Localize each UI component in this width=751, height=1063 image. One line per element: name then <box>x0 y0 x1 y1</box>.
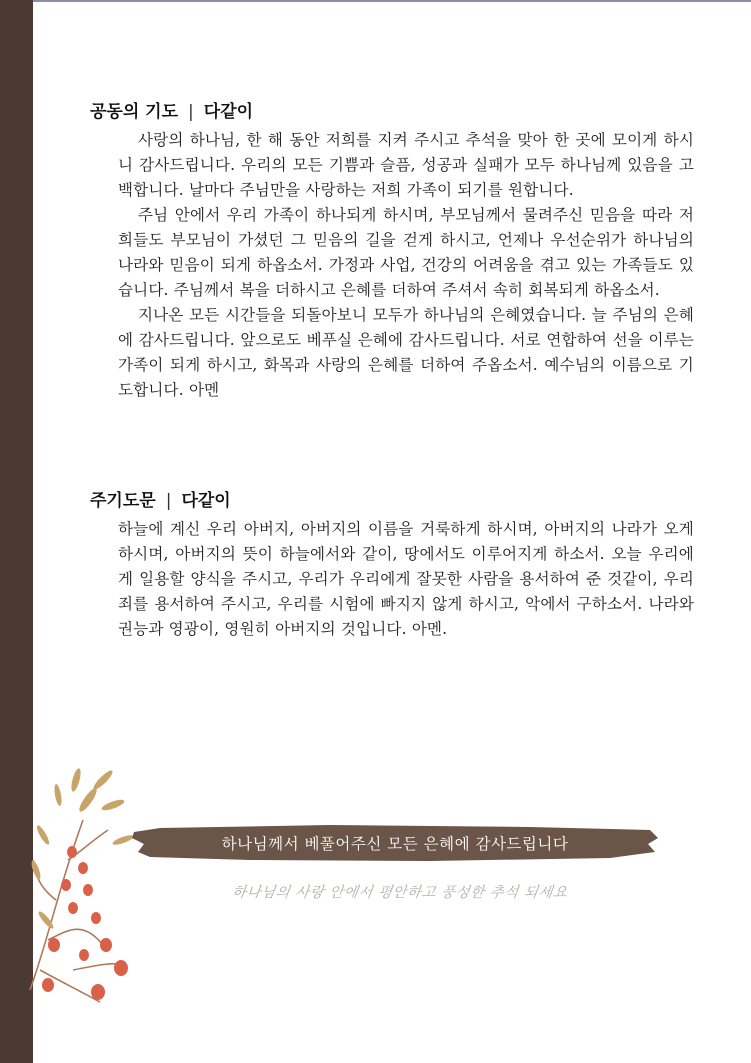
chuseok-greeting-script: 하나님의 사랑 안에서 평안하고 풍성한 추석 되세요 <box>231 884 569 901</box>
common-prayer-paragraph-1: 사랑의 하나님, 한 해 동안 저희를 지켜 주시고 추석을 맞아 한 곳에 모이게 하시니 감사드립니다. 우리의 모든 기쁨과 슬픔, 성공과 실패가 모두 하나님께 있음을 고백합니다. 날마다 주님만을 사랑하는 저희 가족이 되기를 원합니다. <box>118 131 694 199</box>
lords-prayer-section <box>90 486 694 642</box>
berry-branch-decoration <box>28 740 138 1010</box>
heading-separator: | <box>188 102 194 122</box>
banner-text: 하나님께서 베풀어주신 모든 은혜에 감사드립니다 <box>221 835 569 853</box>
thanks-banner <box>130 822 660 864</box>
common-prayer-body <box>118 128 694 403</box>
lords-prayer-body <box>118 517 694 642</box>
lords-prayer-title: 주기도문 <box>90 491 156 511</box>
top-border-line <box>0 0 751 2</box>
lords-prayer-heading <box>90 486 694 511</box>
common-prayer-subtitle: 다같이 <box>203 102 254 122</box>
lords-prayer-paragraph: 하늘에 계신 우리 아버지, 아버지의 이름을 거룩하게 하시며, 아버지의 나라가 오게 하시며, 아버지의 뜻이 하늘에서와 같이, 땅에서도 이루어지게 하소서. 오늘 우리에게 일용할 양식을 주시고, 우리가 우리에게 잘못한 사람을 용서하여 준 것같이, 우리 죄를 용서하여 주시고, 우리를 시험에 빠지지 않게 하시고, 악에서 구하소서. 나라와 권능과 영광이, 영원히 아버지의 것입니다. 아멘. <box>118 520 694 638</box>
heading-separator: | <box>165 491 172 511</box>
common-prayer-section <box>90 97 694 403</box>
common-prayer-title: 공동의 기도 <box>90 102 179 122</box>
common-prayer-paragraph-3: 지나온 모든 시간들을 되돌아보니 모두가 하나님의 은혜였습니다. 늘 주님의 은혜에 감사드립니다. 앞으로도 베푸실 은혜에 감사드립니다. 서로 연합하여 선을 이루는 가족이 되게 하시고, 화목과 사랑의 은혜를 더하여 주옵소서. 예수님의 이름으로 기도합니다. 아멘 <box>118 306 694 399</box>
common-prayer-paragraph-2: 주님 안에서 우리 가족이 하나되게 하시며, 부모님께서 물려주신 믿음을 따라 저희들도 부모님이 가셨던 그 믿음의 길을 걷게 하시고, 언제나 우선순위가 하나님의 나라와 믿음이 되게 하옵소서. 가정과 사업, 건강의 어려움을 겪고 있는 가족들도 있습니다. 주님께서 복을 더하시고 은혜를 더하여 주셔서 속히 회복되게 하옵소서. <box>118 206 694 299</box>
common-prayer-heading <box>90 97 694 122</box>
lords-prayer-subtitle: 다같이 <box>181 491 231 511</box>
